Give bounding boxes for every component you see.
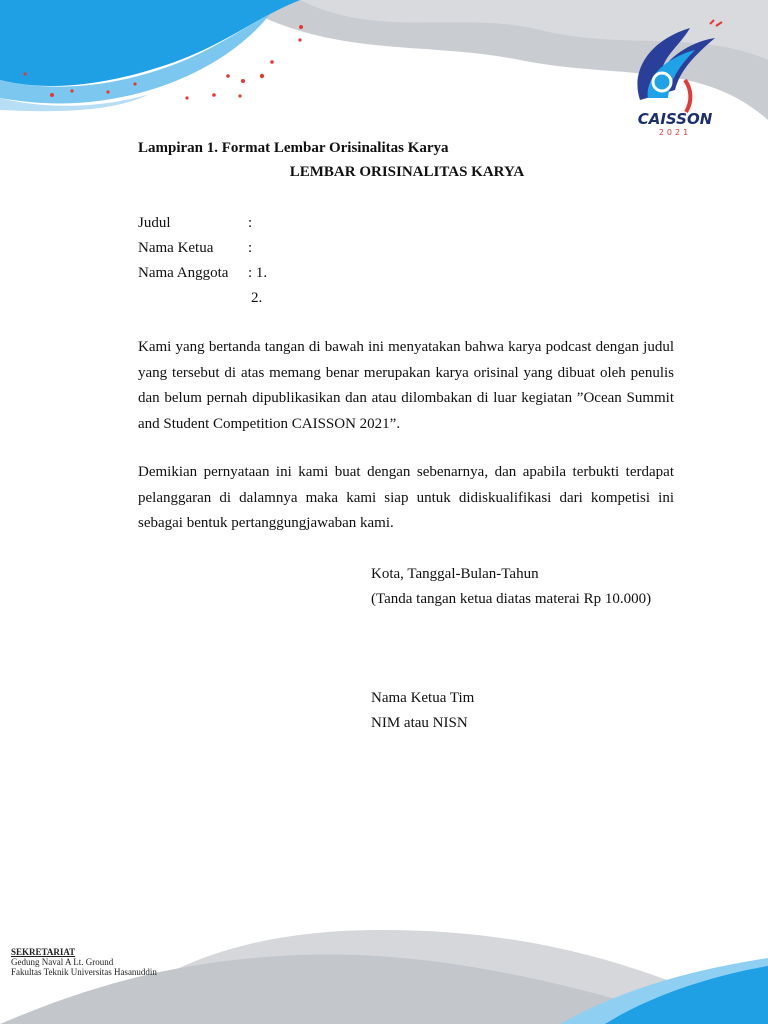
field-nama-ketua [138,236,252,261]
footer-line-2: Fakultas Teknik Universitas Hasanuddin [11,967,157,977]
field-value: : [248,215,253,231]
logo-name: CAISSON [637,110,713,128]
signature-instruction: (Tanda tangan ketua diatas materai Rp 10.000) [371,591,652,607]
footer-heading: SEKRETARIAT [11,947,76,957]
field-value: : [248,240,253,256]
field-nama-anggota [138,261,267,286]
field-label: Nama Anggota [138,265,229,281]
signature-id: NIM atau NISN [371,715,468,731]
caisson-logo-icon [620,10,730,138]
document-title: LEMBAR ORISINALITAS KARYA [289,164,525,180]
closing-paragraph: Demikian pernyataan ini kami buat dengan sebenarnya, dan apabila terbukti terdapat pelanggaran di dalamnya maka kami siap untuk didiskualifikasi dari kompetisi ini sebagai bentuk pertanggungjawaban kami. [138,464,674,532]
field-anggota-2 [138,286,262,311]
field-judul [138,211,252,236]
field-label: Nama Ketua [138,240,214,256]
signature-place-date: Kota, Tanggal-Bulan-Tahun [371,566,539,582]
field-value: : 1. [248,265,268,281]
logo-year: 2021 [658,128,692,137]
footer-address [11,947,157,977]
footer-line-1: Gedung Naval A Lt. Ground [11,957,114,967]
attachment-heading: Lampiran 1. Format Lembar Orisinalitas Karya [138,140,449,156]
field-value: 2. [251,290,263,306]
field-label: Judul [138,215,171,231]
caisson-logo [620,10,730,138]
statement-paragraph: Kami yang bertanda tangan di bawah ini menyatakan bahwa karya podcast dengan judul yang tersebut di atas memang benar merupakan karya orisinal yang dibuat oleh penulis dan belum pernah dipublikasikan dan atau dilombakan di luar kegiatan ”Ocean Summit and Student Competition CAISSON 2021”. [138,339,674,432]
signature-name: Nama Ketua Tim [371,690,475,706]
